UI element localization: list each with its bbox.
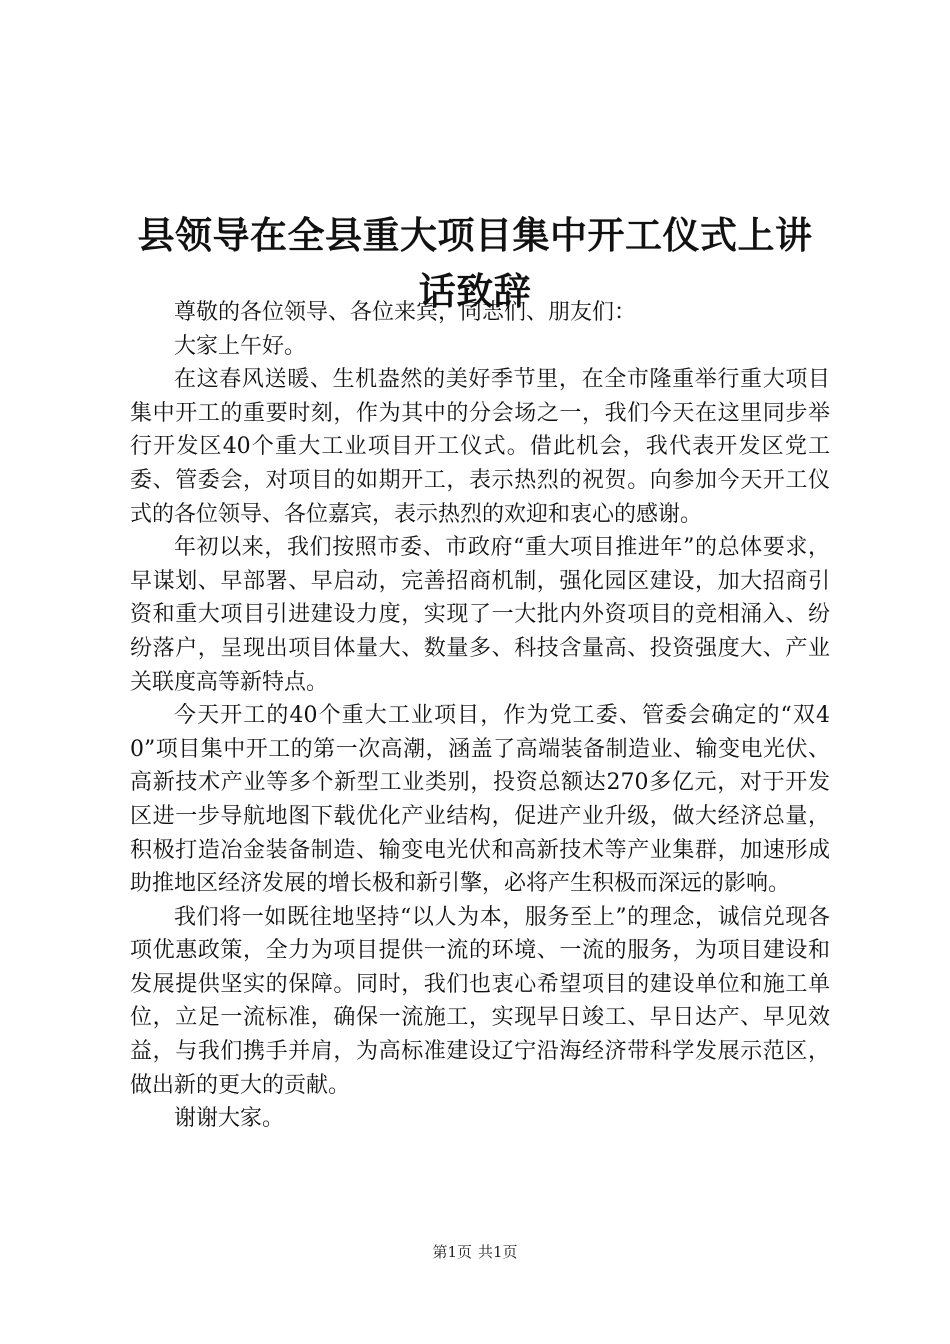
document-title: 县领导在全县重大项目集中开工仪式上讲话致辞 bbox=[137, 212, 813, 313]
document-body bbox=[130, 296, 830, 1136]
paragraph: 年初以来，我们按照市委、市政府“重大项目推进年”的总体要求，早谋划、早部署、早启动，完善招商机制，强化园区建设，加大招商引资和重大项目引进建设力度，实现了一大批内外资项目的竞相涌入、纷纷落户，呈现出项目体量大、数量多、科技含量高、投资强度大、产业关联度高等新特点。 bbox=[130, 535, 830, 695]
closing-line: 谢谢大家。 bbox=[174, 1106, 285, 1132]
paragraph: 今天开工的40个重大工业项目，作为党工委、管委会确定的“双40”项目集中开工的第一次高潮，涵盖了高端装备制造业、输变电光伏、高新技术产业等多个新型工业类别，投资总额达270多亿元，对于开发区进一步导航地图下载优化产业结构，促进产业升级，做大经济总量，积极打造冶金装备制造、输变电光伏和高新技术等产业集群，加速形成助推地区经济发展的增长极和新引擎，必将产生积极而深远的影响。 bbox=[130, 703, 830, 897]
page-number: 第1页 bbox=[432, 1243, 472, 1261]
paragraph: 我们将一如既往地坚持“以人为本，服务至上”的理念，诚信兑现各项优惠政策，全力为项目提供一流的环境、一流的服务，为项目建设和发展提供坚实的保障。同时，我们也衷心希望项目的建设单位和施工单位，立足一流标准，确保一流施工，实现早日竣工、早日达产、早见效益，与我们携手并肩，为高标准建设辽宁沿海经济带科学发展示范区，做出新的更大的贡献。 bbox=[130, 904, 830, 1098]
page-total: 共1页 bbox=[478, 1243, 518, 1261]
paragraph: 在这春风送暖、生机盎然的美好季节里，在全市隆重举行重大项目集中开工的重要时刻，作为其中的分会场之一，我们今天在这里同步举行开发区40个重大工业项目开工仪式。借此机会，我代表开发区党工委、管委会，对项目的如期开工，表示热烈的祝贺。向参加今天开工仪式的各位领导、各位嘉宾，表示热烈的欢迎和衷心的感谢。 bbox=[130, 367, 830, 527]
page-footer bbox=[0, 1242, 950, 1262]
salutation: 尊敬的各位领导、各位来宾，同志们、朋友们： bbox=[174, 300, 637, 325]
greeting: 大家上午好。 bbox=[174, 333, 307, 359]
